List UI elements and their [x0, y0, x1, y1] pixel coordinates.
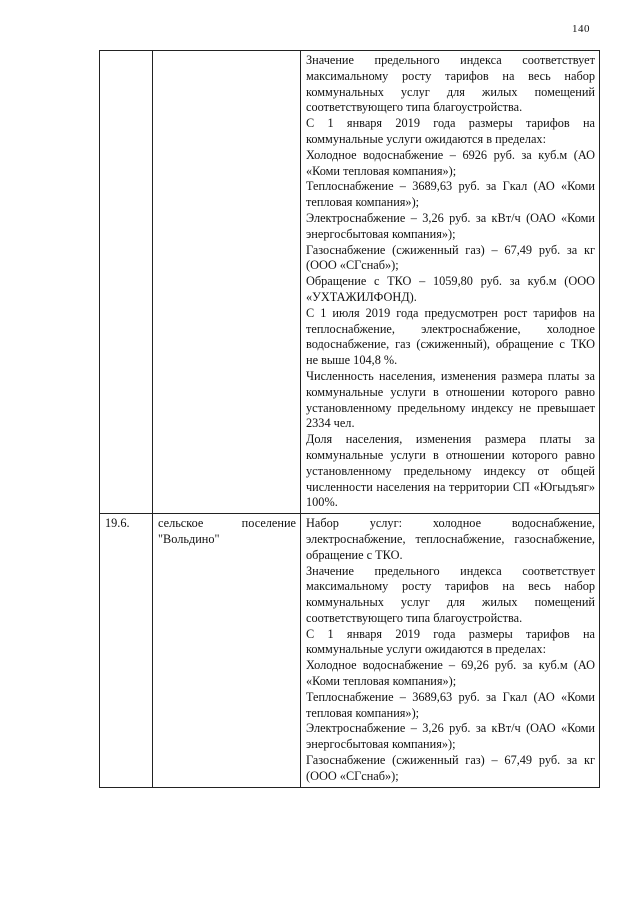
row-number-cell: [100, 514, 153, 788]
paragraph: Обращение с ТКО – 1059,80 руб. за куб.м (ООО «УХТАЖИЛФОНД).: [306, 274, 595, 304]
settlement-name-line1: сельское поселение: [158, 516, 296, 531]
row-number-cell: [100, 51, 153, 514]
tariff-table: [99, 50, 600, 788]
paragraph: Значение предельного индекса соответствует максимальному росту тарифов на весь набор коммунальных услуг для жилых помещений соответствующего типа благоустройства.: [306, 563, 595, 625]
paragraph: Теплоснабжение – 3689,63 руб. за Гкал (АО «Коми тепловая компания»);: [306, 179, 595, 210]
paragraph: Теплоснабжение – 3689,63 руб. за Гкал (АО «Коми тепловая компания»);: [306, 689, 595, 720]
settlement-name-line2: "Вольдино": [158, 531, 220, 546]
paragraph: Доля населения, изменения размера платы за коммунальные услуги в отношении которого равно установленному предельному индексу от общей численности населения на территории СП «Югыдъяг» 100%.: [306, 432, 595, 510]
settlement-cell: [153, 514, 301, 788]
paragraph: С 1 января 2019 года размеры тарифов на коммунальные услуги ожидаются в пределах:: [306, 116, 595, 146]
paragraph: С 1 января 2019 года размеры тарифов на коммунальные услуги ожидаются в пределах:: [306, 626, 595, 657]
table-row: [100, 514, 600, 788]
page-number: 140: [572, 23, 590, 35]
paragraph: Холодное водоснабжение – 6926 руб. за куб.м (АО «Коми тепловая компания»);: [306, 147, 595, 178]
paragraph: Значение предельного индекса соответствует максимальному росту тарифов на весь набор коммунальных услуг для жилых помещений соответствующего типа благоустройства.: [306, 53, 595, 115]
paragraph: Газоснабжение (сжиженный газ) – 67,49 руб. за кг (ООО «СГснаб»);: [306, 753, 595, 783]
settlement-cell: [153, 51, 301, 514]
paragraph: Электроснабжение – 3,26 руб. за кВт/ч (ОАО «Коми энергосбытовая компания»);: [306, 721, 595, 752]
paragraph: Холодное водоснабжение – 69,26 руб. за куб.м (АО «Коми тепловая компания»);: [306, 658, 595, 689]
paragraph: Электроснабжение – 3,26 руб. за кВт/ч (ОАО «Коми энергосбытовая компания»);: [306, 210, 595, 241]
description-cell: [301, 514, 600, 788]
description-cell: [301, 51, 600, 514]
paragraph: Газоснабжение (сжиженный газ) – 67,49 руб. за кг (ООО «СГснаб»);: [306, 242, 595, 273]
paragraph: С 1 июля 2019 года предусмотрен рост тарифов на теплоснабжение, электроснабжение, холодное водоснабжение, газ (сжиженный), обращение с ТКО не выше 104,8 %.: [306, 305, 595, 368]
paragraph: Набор услуг: холодное водоснабжение, электроснабжение, теплоснабжение, газоснабжение, обращение с ТКО.: [306, 516, 595, 562]
paragraph: Численность населения, изменения размера платы за коммунальные услуги в отношении которого равно установленному предельному индексу не превышает 2334 чел.: [306, 368, 595, 431]
table-row: [100, 51, 600, 514]
row-number: 19.6.: [105, 516, 130, 531]
